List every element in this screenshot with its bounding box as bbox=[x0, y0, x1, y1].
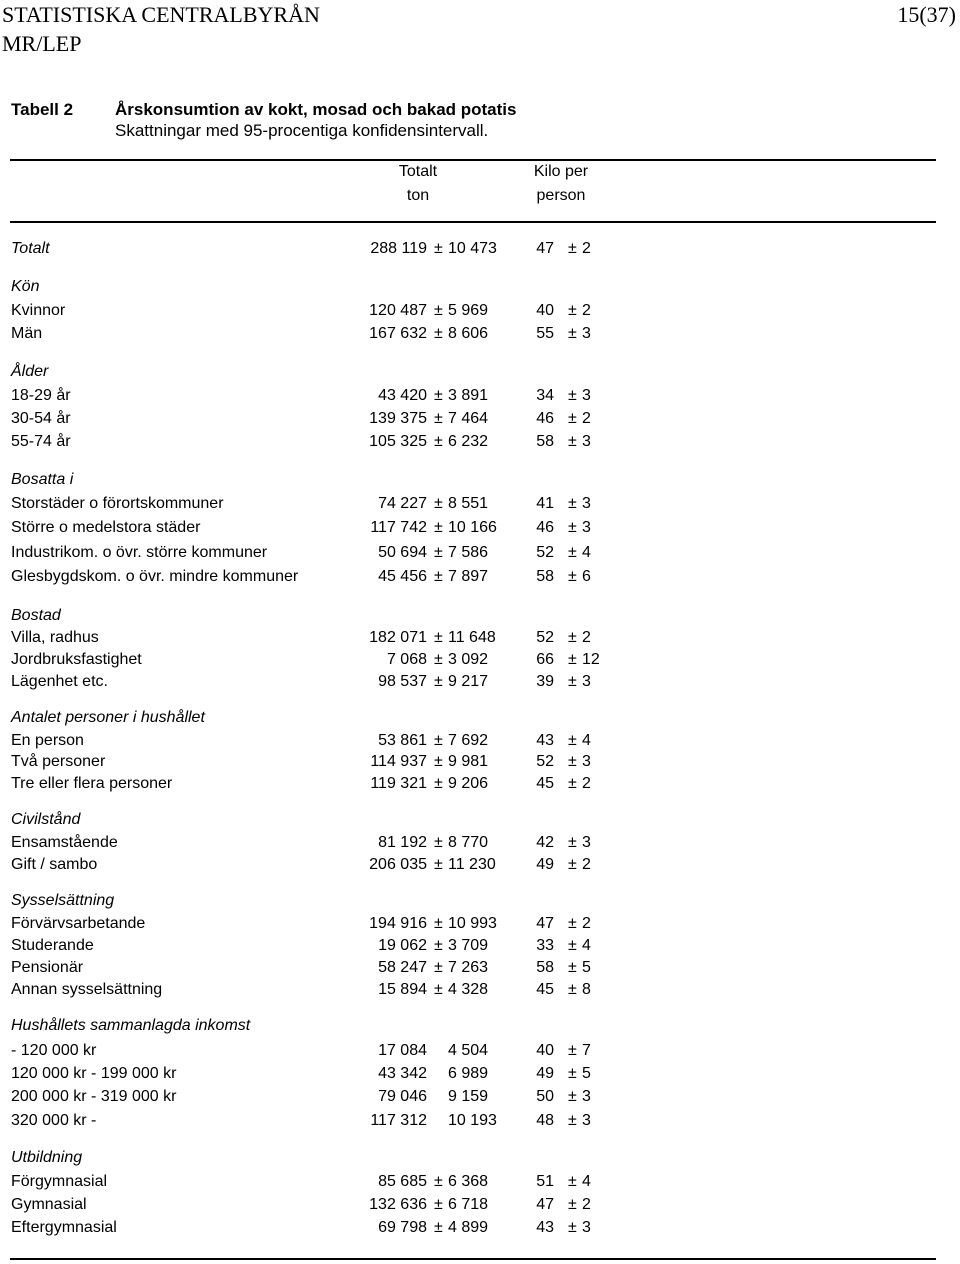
kilo-per-person: 45 bbox=[536, 775, 554, 792]
table-section-row bbox=[0, 809, 960, 831]
kilo-margin: 3 bbox=[582, 673, 591, 690]
total-plusminus: ± bbox=[434, 544, 443, 561]
table-row bbox=[0, 493, 960, 515]
kilo-per-person: 52 bbox=[536, 753, 554, 770]
row-label: Män bbox=[11, 325, 43, 342]
kilo-plusminus: ± bbox=[568, 544, 577, 561]
kilo-plusminus: ± bbox=[568, 937, 577, 954]
kilo-plusminus: ± bbox=[568, 1112, 577, 1129]
kilo-per-person: 33 bbox=[536, 937, 554, 954]
kilo-per-person: 52 bbox=[536, 629, 554, 646]
row-label: Antalet personer i hushållet bbox=[11, 709, 205, 726]
kilo-margin: 3 bbox=[582, 495, 591, 512]
table-row bbox=[0, 1217, 960, 1239]
kilo-per-person: 50 bbox=[536, 1088, 554, 1105]
kilo-per-person: 41 bbox=[536, 495, 554, 512]
total-plusminus: ± bbox=[434, 651, 443, 668]
kilo-margin: 3 bbox=[582, 519, 591, 536]
kilo-per-person: 43 bbox=[536, 732, 554, 749]
table-bottom-rule bbox=[10, 1258, 936, 1260]
total-plusminus: ± bbox=[434, 732, 443, 749]
total-plusminus: ± bbox=[434, 410, 443, 427]
total-tons: 117 312 bbox=[370, 1112, 427, 1129]
total-plusminus: ± bbox=[434, 240, 443, 257]
total-plusminus: ± bbox=[434, 1196, 443, 1213]
total-margin: 6 232 bbox=[448, 433, 489, 450]
kilo-plusminus: ± bbox=[568, 1173, 577, 1190]
row-label: - 120 000 kr bbox=[11, 1042, 97, 1059]
table-subtitle: Skattningar med 95-procentiga konfidensintervall. bbox=[115, 121, 489, 140]
row-label: Ensamstående bbox=[11, 834, 118, 851]
kilo-plusminus: ± bbox=[568, 568, 577, 585]
kilo-margin: 2 bbox=[582, 410, 591, 427]
row-label: Större o medelstora städer bbox=[11, 519, 201, 536]
total-margin: 9 217 bbox=[448, 673, 489, 690]
kilo-per-person: 42 bbox=[536, 834, 554, 851]
table-top-rule bbox=[10, 159, 936, 161]
kilo-per-person: 58 bbox=[536, 568, 554, 585]
kilo-per-person: 47 bbox=[536, 240, 554, 257]
total-plusminus: ± bbox=[434, 753, 443, 770]
kilo-per-person: 46 bbox=[536, 410, 554, 427]
total-tons: 98 537 bbox=[378, 673, 427, 690]
row-label: Bosatta i bbox=[11, 471, 74, 488]
row-label: Villa, radhus bbox=[11, 629, 99, 646]
total-plusminus: ± bbox=[434, 1219, 443, 1236]
kilo-per-person: 47 bbox=[536, 1196, 554, 1213]
kilo-per-person: 39 bbox=[536, 673, 554, 690]
kilo-plusminus: ± bbox=[568, 981, 577, 998]
table-row bbox=[0, 935, 960, 957]
kilo-plusminus: ± bbox=[568, 651, 577, 668]
total-tons: 45 456 bbox=[378, 568, 427, 585]
total-margin: 3 092 bbox=[448, 651, 489, 668]
kilo-margin: 5 bbox=[582, 959, 591, 976]
row-label: Tre eller flera personer bbox=[11, 775, 173, 792]
total-margin: 7 464 bbox=[448, 410, 489, 427]
table-section-row bbox=[0, 238, 960, 260]
total-plusminus: ± bbox=[434, 915, 443, 932]
kilo-per-person: 58 bbox=[536, 959, 554, 976]
row-label: Kvinnor bbox=[11, 302, 66, 319]
total-tons: 79 046 bbox=[378, 1088, 427, 1105]
kilo-margin: 4 bbox=[582, 1173, 591, 1190]
column-header-total-line2: ton bbox=[406, 187, 430, 204]
total-margin: 9 206 bbox=[448, 775, 489, 792]
kilo-margin: 3 bbox=[582, 325, 591, 342]
table-row bbox=[0, 1063, 960, 1085]
row-label: 18-29 år bbox=[11, 387, 71, 404]
row-label: Glesbygdskom. o övr. mindre kommuner bbox=[11, 568, 299, 585]
total-tons: 105 325 bbox=[369, 433, 427, 450]
total-plusminus: ± bbox=[434, 568, 443, 585]
table-row bbox=[0, 1194, 960, 1216]
row-label: Annan sysselsättning bbox=[11, 981, 163, 998]
total-tons: 43 342 bbox=[378, 1065, 427, 1082]
kilo-per-person: 47 bbox=[536, 915, 554, 932]
total-margin: 11 230 bbox=[448, 856, 496, 873]
kilo-plusminus: ± bbox=[568, 240, 577, 257]
table-section-row bbox=[0, 707, 960, 729]
total-tons: 17 084 bbox=[378, 1042, 427, 1059]
kilo-per-person: 55 bbox=[536, 325, 554, 342]
total-margin: 7 263 bbox=[448, 959, 489, 976]
total-tons: 85 685 bbox=[378, 1173, 427, 1190]
kilo-plusminus: ± bbox=[568, 915, 577, 932]
row-label: Kön bbox=[11, 278, 40, 295]
kilo-plusminus: ± bbox=[568, 775, 577, 792]
total-margin: 3 709 bbox=[448, 937, 489, 954]
table-row bbox=[0, 730, 960, 752]
total-tons: 50 694 bbox=[378, 544, 427, 561]
total-tons: 194 916 bbox=[369, 915, 427, 932]
total-margin: 8 551 bbox=[448, 495, 489, 512]
total-tons: 7 068 bbox=[386, 651, 427, 668]
table-number: Tabell 2 bbox=[11, 100, 74, 119]
row-label: Utbildning bbox=[11, 1149, 83, 1166]
table-row bbox=[0, 385, 960, 407]
table-section-row bbox=[0, 1015, 960, 1037]
total-plusminus: ± bbox=[434, 629, 443, 646]
total-plusminus: ± bbox=[434, 1173, 443, 1190]
kilo-margin: 7 bbox=[582, 1042, 591, 1059]
kilo-plusminus: ± bbox=[568, 387, 577, 404]
table-row bbox=[0, 773, 960, 795]
kilo-margin: 3 bbox=[582, 753, 591, 770]
kilo-plusminus: ± bbox=[568, 519, 577, 536]
total-margin: 4 504 bbox=[448, 1042, 489, 1059]
table-row bbox=[0, 431, 960, 453]
kilo-margin: 2 bbox=[582, 856, 591, 873]
table-row bbox=[0, 566, 960, 588]
total-plusminus: ± bbox=[434, 937, 443, 954]
total-margin: 7 586 bbox=[448, 544, 489, 561]
row-label: Civilstånd bbox=[11, 811, 81, 828]
table-section-row bbox=[0, 469, 960, 491]
table-row bbox=[0, 1086, 960, 1108]
kilo-margin: 6 bbox=[582, 568, 591, 585]
total-margin: 10 473 bbox=[448, 240, 497, 257]
total-margin: 11 648 bbox=[448, 629, 496, 646]
kilo-plusminus: ± bbox=[568, 495, 577, 512]
kilo-plusminus: ± bbox=[568, 1088, 577, 1105]
table-row bbox=[0, 832, 960, 854]
total-tons: 288 119 bbox=[370, 240, 427, 257]
kilo-per-person: 40 bbox=[536, 302, 554, 319]
total-margin: 10 993 bbox=[448, 915, 497, 932]
total-tons: 120 487 bbox=[369, 302, 427, 319]
row-label: 55-74 år bbox=[11, 433, 71, 450]
total-margin: 6 368 bbox=[448, 1173, 489, 1190]
total-margin: 7 692 bbox=[448, 732, 489, 749]
kilo-plusminus: ± bbox=[568, 856, 577, 873]
page-number: 15(37) bbox=[897, 2, 956, 27]
total-tons: 206 035 bbox=[369, 856, 427, 873]
table-row bbox=[0, 913, 960, 935]
table-section-row bbox=[0, 276, 960, 298]
kilo-margin: 12 bbox=[582, 651, 600, 668]
row-label: 120 000 kr - 199 000 kr bbox=[11, 1065, 177, 1082]
kilo-per-person: 40 bbox=[536, 1042, 554, 1059]
row-label: Industrikom. o övr. större kommuner bbox=[11, 544, 268, 561]
table-section-row bbox=[0, 361, 960, 383]
total-margin: 9 159 bbox=[448, 1088, 489, 1105]
kilo-margin: 3 bbox=[582, 1112, 591, 1129]
total-plusminus: ± bbox=[434, 495, 443, 512]
column-header-total-line1: Totalt bbox=[398, 163, 438, 180]
table-row bbox=[0, 517, 960, 539]
total-plusminus: ± bbox=[434, 856, 443, 873]
row-label: Totalt bbox=[11, 240, 50, 257]
kilo-margin: 4 bbox=[582, 732, 591, 749]
row-label: 30-54 år bbox=[11, 410, 71, 427]
kilo-per-person: 49 bbox=[536, 856, 554, 873]
kilo-plusminus: ± bbox=[568, 834, 577, 851]
table-row bbox=[0, 649, 960, 671]
row-label: Jordbruksfastighet bbox=[11, 651, 142, 668]
total-tons: 132 636 bbox=[369, 1196, 427, 1213]
total-tons: 117 742 bbox=[370, 519, 427, 536]
kilo-margin: 4 bbox=[582, 937, 591, 954]
total-tons: 15 894 bbox=[378, 981, 427, 998]
kilo-per-person: 43 bbox=[536, 1219, 554, 1236]
total-margin: 8 606 bbox=[448, 325, 489, 342]
total-plusminus: ± bbox=[434, 673, 443, 690]
total-plusminus: ± bbox=[434, 387, 443, 404]
row-label: Två personer bbox=[11, 753, 106, 770]
kilo-plusminus: ± bbox=[568, 325, 577, 342]
kilo-margin: 2 bbox=[582, 629, 591, 646]
kilo-per-person: 49 bbox=[536, 1065, 554, 1082]
kilo-margin: 2 bbox=[582, 775, 591, 792]
kilo-plusminus: ± bbox=[568, 959, 577, 976]
total-tons: 74 227 bbox=[378, 495, 427, 512]
kilo-margin: 2 bbox=[582, 240, 591, 257]
table-row bbox=[0, 751, 960, 773]
total-tons: 167 632 bbox=[369, 325, 427, 342]
kilo-plusminus: ± bbox=[568, 302, 577, 319]
table-row bbox=[0, 323, 960, 345]
table-row bbox=[0, 408, 960, 430]
row-label: Hushållets sammanlagda inkomst bbox=[11, 1017, 251, 1034]
table-title: Årskonsumtion av kokt, mosad och bakad potatis bbox=[115, 100, 517, 119]
kilo-margin: 5 bbox=[582, 1065, 591, 1082]
total-plusminus: ± bbox=[434, 519, 443, 536]
total-plusminus: ± bbox=[434, 981, 443, 998]
kilo-margin: 4 bbox=[582, 544, 591, 561]
total-tons: 182 071 bbox=[369, 629, 427, 646]
row-label: Bostad bbox=[11, 607, 61, 624]
table-row bbox=[0, 1110, 960, 1132]
total-margin: 8 770 bbox=[448, 834, 489, 851]
kilo-margin: 3 bbox=[582, 387, 591, 404]
row-label: 320 000 kr - bbox=[11, 1112, 97, 1129]
total-tons: 119 321 bbox=[370, 775, 427, 792]
row-label: Eftergymnasial bbox=[11, 1219, 117, 1236]
total-margin: 10 193 bbox=[448, 1112, 497, 1129]
kilo-per-person: 46 bbox=[536, 519, 554, 536]
table-section-row bbox=[0, 605, 960, 627]
kilo-margin: 2 bbox=[582, 915, 591, 932]
kilo-plusminus: ± bbox=[568, 732, 577, 749]
total-plusminus: ± bbox=[434, 834, 443, 851]
row-label: Sysselsättning bbox=[11, 892, 115, 909]
table-header-rule bbox=[10, 221, 936, 223]
organization-name: STATISTISKA CENTRALBYRÅN bbox=[2, 2, 320, 27]
kilo-margin: 2 bbox=[582, 1196, 591, 1213]
kilo-per-person: 52 bbox=[536, 544, 554, 561]
row-label: En person bbox=[11, 732, 84, 749]
table-row bbox=[0, 957, 960, 979]
row-label: 200 000 kr - 319 000 kr bbox=[11, 1088, 177, 1105]
row-label: Storstäder o förortskommuner bbox=[11, 495, 224, 512]
column-header-kilo-line1: Kilo per bbox=[533, 163, 589, 180]
row-label: Lägenhet etc. bbox=[11, 673, 108, 690]
kilo-per-person: 45 bbox=[536, 981, 554, 998]
total-margin: 6 989 bbox=[448, 1065, 489, 1082]
total-tons: 43 420 bbox=[378, 387, 427, 404]
kilo-plusminus: ± bbox=[568, 433, 577, 450]
kilo-per-person: 51 bbox=[536, 1173, 554, 1190]
table-row bbox=[0, 671, 960, 693]
kilo-per-person: 48 bbox=[536, 1112, 554, 1129]
total-margin: 6 718 bbox=[448, 1196, 489, 1213]
total-tons: 114 937 bbox=[370, 753, 427, 770]
total-margin: 4 328 bbox=[448, 981, 489, 998]
kilo-plusminus: ± bbox=[568, 1065, 577, 1082]
table-section-row bbox=[0, 1147, 960, 1169]
total-margin: 7 897 bbox=[448, 568, 489, 585]
total-margin: 5 969 bbox=[448, 302, 489, 319]
table-row bbox=[0, 300, 960, 322]
total-margin: 10 166 bbox=[448, 519, 497, 536]
kilo-per-person: 66 bbox=[536, 651, 554, 668]
total-plusminus: ± bbox=[434, 775, 443, 792]
kilo-margin: 8 bbox=[582, 981, 591, 998]
total-plusminus: ± bbox=[434, 325, 443, 342]
table-row bbox=[0, 979, 960, 1001]
kilo-per-person: 34 bbox=[536, 387, 554, 404]
total-tons: 53 861 bbox=[378, 732, 427, 749]
kilo-plusminus: ± bbox=[568, 673, 577, 690]
total-margin: 4 899 bbox=[448, 1219, 489, 1236]
table-row bbox=[0, 1171, 960, 1193]
table-row bbox=[0, 1040, 960, 1062]
row-label: Gymnasial bbox=[11, 1196, 87, 1213]
kilo-margin: 3 bbox=[582, 1088, 591, 1105]
row-label: Gift / sambo bbox=[11, 856, 98, 873]
kilo-margin: 3 bbox=[582, 834, 591, 851]
total-tons: 81 192 bbox=[378, 834, 427, 851]
total-tons: 139 375 bbox=[369, 410, 427, 427]
table-section-row bbox=[0, 890, 960, 912]
kilo-margin: 2 bbox=[582, 302, 591, 319]
table-row bbox=[0, 542, 960, 564]
kilo-plusminus: ± bbox=[568, 1042, 577, 1059]
total-margin: 3 891 bbox=[448, 387, 489, 404]
kilo-plusminus: ± bbox=[568, 1219, 577, 1236]
total-plusminus: ± bbox=[434, 302, 443, 319]
kilo-margin: 3 bbox=[582, 1219, 591, 1236]
total-plusminus: ± bbox=[434, 959, 443, 976]
row-label: Pensionär bbox=[11, 959, 84, 976]
kilo-plusminus: ± bbox=[568, 410, 577, 427]
kilo-plusminus: ± bbox=[568, 629, 577, 646]
column-header-kilo-line2: person bbox=[536, 187, 586, 204]
row-label: Studerande bbox=[11, 937, 94, 954]
kilo-per-person: 58 bbox=[536, 433, 554, 450]
total-tons: 58 247 bbox=[378, 959, 427, 976]
kilo-plusminus: ± bbox=[568, 753, 577, 770]
total-tons: 69 798 bbox=[378, 1219, 427, 1236]
table-row bbox=[0, 627, 960, 649]
total-margin: 9 981 bbox=[448, 753, 489, 770]
table-row bbox=[0, 854, 960, 876]
row-label: Ålder bbox=[11, 363, 49, 380]
document-reference: MR/LEP bbox=[2, 31, 82, 56]
total-plusminus: ± bbox=[434, 433, 443, 450]
kilo-margin: 3 bbox=[582, 433, 591, 450]
row-label: Förvärvsarbetande bbox=[11, 915, 146, 932]
row-label: Förgymnasial bbox=[11, 1173, 108, 1190]
total-tons: 19 062 bbox=[378, 937, 427, 954]
kilo-plusminus: ± bbox=[568, 1196, 577, 1213]
